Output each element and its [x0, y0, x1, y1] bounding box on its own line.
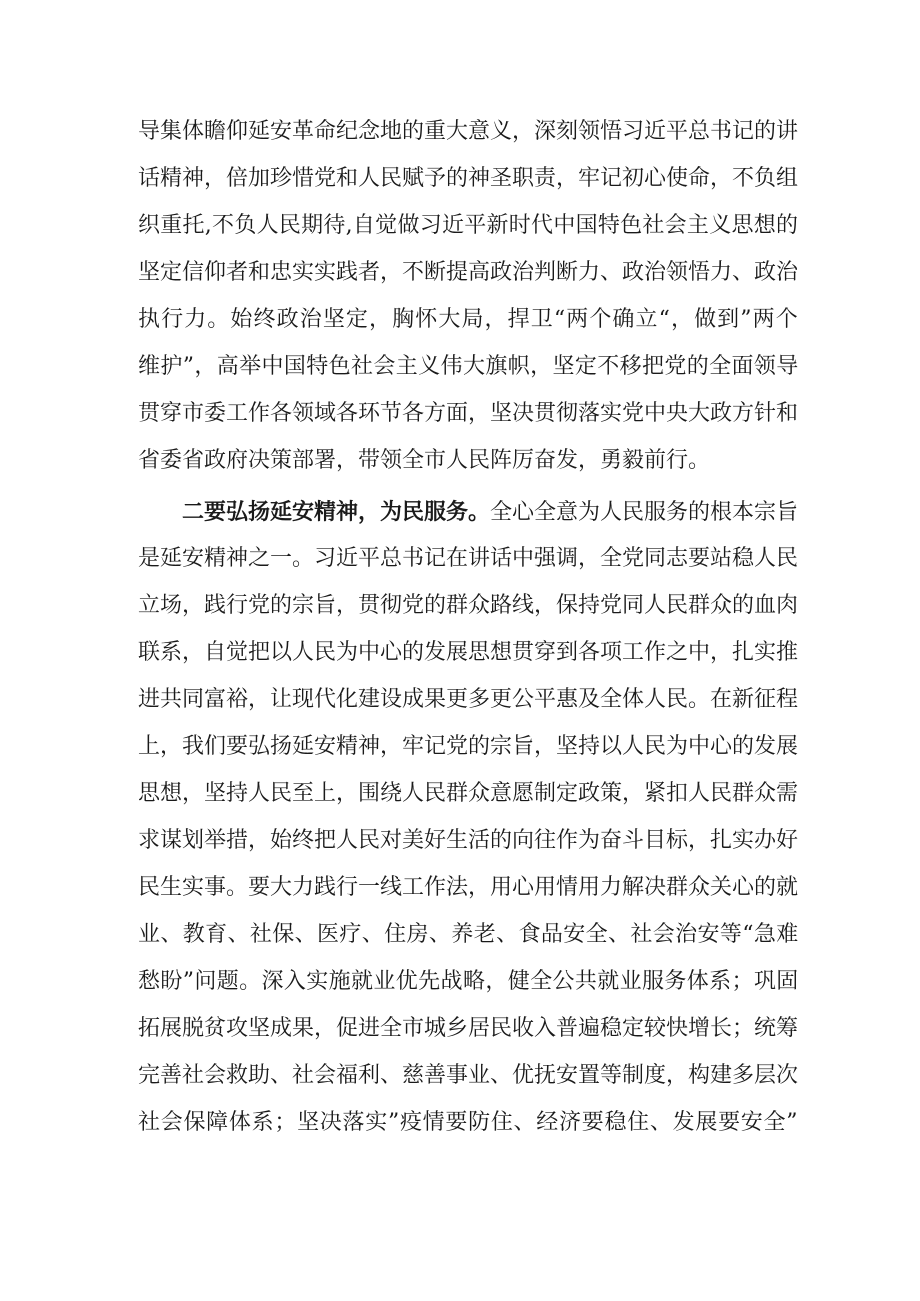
paragraph-line: 上，我们要弘扬延安精神，牢记党的宗旨，坚持以人民为中心的发展 [138, 734, 799, 759]
paragraph-line: 维护”，高举中国特色社会主义伟大旗帜，坚定不移把党的全面领导 [138, 354, 799, 379]
paragraph-text: 全心全意为人民服务的根本宗旨 [490, 500, 799, 525]
paragraph-line: 坚定信仰者和忠实实践者，不断提高政治判断力、政治领悟力、政治 [138, 260, 799, 285]
paragraph-line: 业、教育、社保、医疗、住房、养老、食品安全、社会治安等“急难 [138, 922, 799, 947]
paragraph-line: 联系，自觉把以人民为中心的发展思想贯穿到各项工作之中，扎实推 [138, 640, 799, 665]
paragraph-line: 贯穿市委工作各领域各环节各方面，坚决贯彻落实党中央大政方针和 [138, 401, 799, 426]
paragraph-line: 织重托,不负人民期待,自觉做习近平新时代中国特色社会主义思想的 [138, 213, 799, 238]
section-heading: 二要弘扬延安精神，为民服务。 [182, 499, 491, 525]
paragraph-line: 进共同富裕，让现代化建设成果更多更公平惠及全体人民。在新征程 [138, 687, 799, 712]
paragraph-line: 思想，坚持人民至上，围绕人民群众意愿制定政策，紧扣人民群众需 [138, 781, 799, 806]
paragraph-line: 拓展脱贫攻坚成果，促进全市城乡居民收入普遍稳定较快增长；统筹 [138, 1016, 799, 1041]
paragraph-line: 话精神，倍加珍惜党和人民赋予的神圣职责，牢记初心使命，不负组 [138, 166, 799, 191]
paragraph-line: 立场，践行党的宗旨，贯彻党的群众路线，保持党同人民群众的血肉 [138, 593, 799, 618]
paragraph-line: 省委省政府决策部署，带领全市人民阵厉奋发，勇毅前行。 [138, 448, 711, 473]
paragraph-line: 民生实事。要大力践行一线工作法，用心用情用力解决群众关心的就 [138, 875, 799, 900]
paragraph-line: 执行力。始终政治坚定，胸怀大局，捍卫“两个确立“，做到”两个 [138, 307, 799, 332]
paragraph-line: 社会保障体系；坚决落实”疫情要防住、经济要稳住、发展要安全” [138, 1110, 799, 1135]
paragraph-first-line [182, 497, 798, 527]
paragraph-line: 愁盼”问题。深入实施就业优先战略，健全公共就业服务体系；巩固 [138, 969, 799, 994]
paragraph-line: 完善社会救助、社会福利、慈善事业、优抚安置等制度，构建多层次 [138, 1063, 799, 1088]
paragraph-line: 求谋划举措，始终把人民对美好生活的向往作为奋斗目标，扎实办好 [138, 828, 799, 853]
paragraph-line: 是延安精神之一。习近平总书记在讲话中强调，全党同志要站稳人民 [138, 546, 799, 571]
paragraph-line: 导集体瞻仰延安革命纪念地的重大意义，深刻领悟习近平总书记的讲 [138, 119, 799, 144]
